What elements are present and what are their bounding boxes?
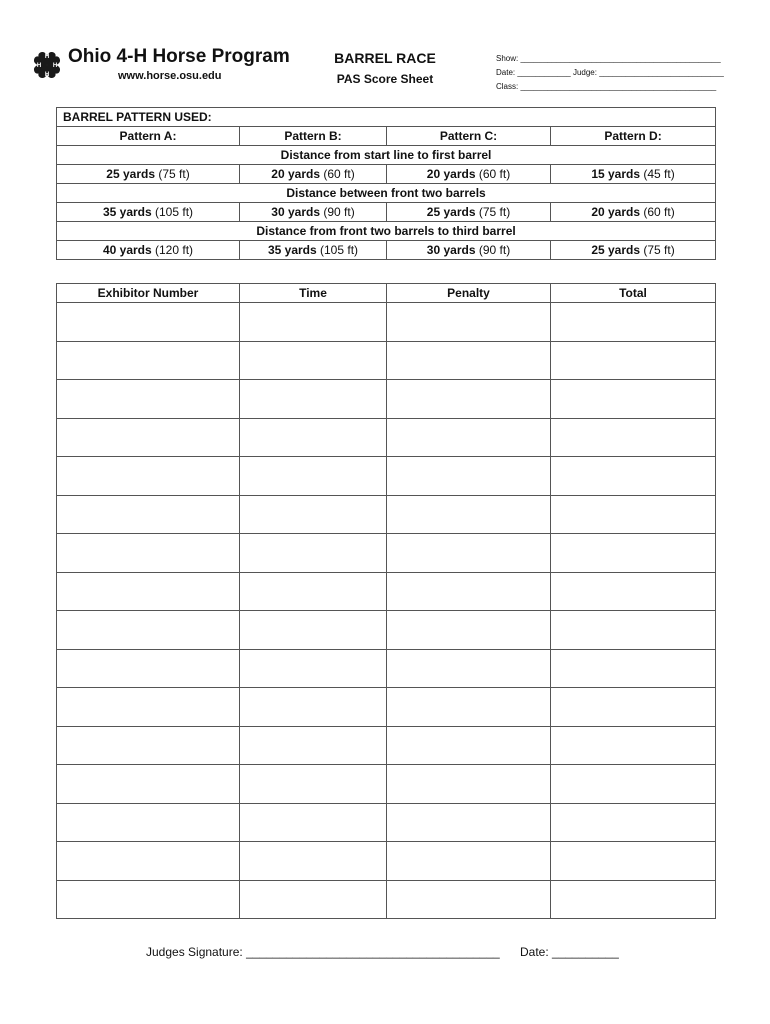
- total-cell: [551, 380, 716, 419]
- exhibitor-number-cell: [57, 341, 240, 380]
- distance-cell: [387, 241, 551, 260]
- distance-cell: [551, 241, 716, 260]
- pattern-used-label: BARREL PATTERN USED:: [57, 108, 716, 127]
- score-row: [57, 572, 716, 611]
- total-cell: [551, 842, 716, 881]
- exhibitor-number-cell: [57, 726, 240, 765]
- judges-signature-field: [146, 945, 500, 959]
- time-cell: [240, 534, 387, 573]
- penalty-cell: [387, 649, 551, 688]
- score-row: [57, 534, 716, 573]
- score-row: [57, 611, 716, 650]
- total-cell: [551, 303, 716, 342]
- class-field: Class: ____________________________________________: [496, 82, 717, 91]
- score-row: [57, 765, 716, 804]
- distance-cell: [240, 203, 387, 222]
- score-rows: [57, 303, 716, 919]
- feet-value: (60 ft): [323, 167, 355, 181]
- penalty-cell: [387, 765, 551, 804]
- svg-text:H: H: [44, 72, 50, 78]
- total-cell: [551, 457, 716, 496]
- exhibitor-number-cell: [57, 688, 240, 727]
- total-cell: [551, 688, 716, 727]
- distance-cell: [57, 241, 240, 260]
- distance-cell: [57, 165, 240, 184]
- score-row: [57, 418, 716, 457]
- exhibitor-number-cell: [57, 842, 240, 881]
- penalty-cell: [387, 341, 551, 380]
- organization-name: Ohio 4-H Horse Program: [68, 46, 290, 67]
- feet-value: (105 ft): [320, 243, 359, 257]
- total-cell: [551, 418, 716, 457]
- distance-cell: [240, 241, 387, 260]
- signature-date-label: Date:: [520, 945, 549, 959]
- time-cell: [240, 765, 387, 804]
- time-cell: [240, 803, 387, 842]
- score-row: [57, 688, 716, 727]
- signature-date-line: __________: [552, 945, 619, 959]
- time-cell: [240, 341, 387, 380]
- exhibitor-number-cell: [57, 534, 240, 573]
- barrel-pattern-table: [56, 107, 716, 260]
- show-field: Show: _____________________________________________: [496, 54, 721, 63]
- exhibitor-number-cell: [57, 380, 240, 419]
- svg-text:H: H: [36, 63, 42, 69]
- pattern-a-header: Pattern A:: [57, 127, 240, 146]
- total-cell: [551, 726, 716, 765]
- score-row: [57, 303, 716, 342]
- total-cell: [551, 803, 716, 842]
- four-leaf-clover-logo-icon: [30, 48, 64, 82]
- feet-value: (90 ft): [323, 205, 355, 219]
- feet-value: (45 ft): [643, 167, 675, 181]
- penalty-cell: [387, 303, 551, 342]
- exhibitor-number-cell: [57, 765, 240, 804]
- yards-value: 25 yards: [591, 243, 641, 257]
- yards-value: 20 yards: [591, 205, 641, 219]
- distance-cell: [240, 165, 387, 184]
- score-row: [57, 380, 716, 419]
- feet-value: (105 ft): [155, 205, 194, 219]
- yards-value: 30 yards: [271, 205, 320, 219]
- svg-text:H: H: [52, 63, 58, 69]
- score-table: [56, 283, 716, 919]
- score-row: [57, 803, 716, 842]
- time-header: Time: [240, 284, 387, 303]
- penalty-cell: [387, 688, 551, 727]
- time-cell: [240, 495, 387, 534]
- exhibitor-number-cell: [57, 649, 240, 688]
- penalty-cell: [387, 418, 551, 457]
- feet-value: (120 ft): [155, 243, 194, 257]
- distance-cell: [57, 203, 240, 222]
- distance-cell: [387, 203, 551, 222]
- yards-value: 25 yards: [426, 205, 476, 219]
- yards-value: 20 yards: [426, 167, 476, 181]
- total-cell: [551, 534, 716, 573]
- feet-value: (75 ft): [478, 205, 511, 219]
- total-cell: [551, 495, 716, 534]
- penalty-cell: [387, 803, 551, 842]
- svg-text:H: H: [44, 54, 50, 60]
- signature-date-field: [520, 945, 619, 959]
- total-cell: [551, 572, 716, 611]
- score-row: [57, 457, 716, 496]
- feet-value: (75 ft): [643, 243, 675, 257]
- exhibitor-number-cell: [57, 880, 240, 919]
- section-title: Distance from front two barrels to third barrel: [57, 222, 716, 241]
- judges-signature-label: Judges Signature:: [146, 945, 243, 959]
- time-cell: [240, 418, 387, 457]
- pattern-d-header: Pattern D:: [551, 127, 716, 146]
- exhibitor-number-cell: [57, 611, 240, 650]
- penalty-cell: [387, 880, 551, 919]
- document-subtitle: PAS Score Sheet: [336, 72, 434, 86]
- yards-value: 40 yards: [102, 243, 152, 257]
- total-cell: [551, 880, 716, 919]
- total-cell: [551, 341, 716, 380]
- time-cell: [240, 611, 387, 650]
- feet-value: (60 ft): [643, 205, 675, 219]
- judges-signature-line: ______________________________________: [246, 945, 500, 959]
- penalty-cell: [387, 457, 551, 496]
- time-cell: [240, 380, 387, 419]
- total-cell: [551, 611, 716, 650]
- yards-value: 30 yards: [426, 243, 476, 257]
- section-title: Distance from start line to first barrel: [57, 146, 716, 165]
- score-row: [57, 842, 716, 881]
- score-row: [57, 495, 716, 534]
- total-cell: [551, 649, 716, 688]
- penalty-cell: [387, 611, 551, 650]
- score-row: [57, 880, 716, 919]
- yards-value: 35 yards: [102, 205, 152, 219]
- penalty-cell: [387, 572, 551, 611]
- penalty-header: Penalty: [387, 284, 551, 303]
- score-row: [57, 341, 716, 380]
- yards-value: 15 yards: [591, 167, 641, 181]
- time-cell: [240, 726, 387, 765]
- feet-value: (60 ft): [478, 167, 511, 181]
- feet-value: (90 ft): [478, 243, 511, 257]
- exhibitor-number-cell: [57, 572, 240, 611]
- time-cell: [240, 880, 387, 919]
- time-cell: [240, 572, 387, 611]
- exhibitor-number-header: Exhibitor Number: [57, 284, 240, 303]
- feet-value: (75 ft): [158, 167, 190, 181]
- exhibitor-number-cell: [57, 803, 240, 842]
- exhibitor-number-cell: [57, 418, 240, 457]
- distance-cell: [551, 203, 716, 222]
- total-cell: [551, 765, 716, 804]
- distance-cell: [551, 165, 716, 184]
- yards-value: 25 yards: [106, 167, 155, 181]
- pattern-b-header: Pattern B:: [240, 127, 387, 146]
- total-header: Total: [551, 284, 716, 303]
- time-cell: [240, 649, 387, 688]
- time-cell: [240, 457, 387, 496]
- exhibitor-number-cell: [57, 495, 240, 534]
- penalty-cell: [387, 726, 551, 765]
- time-cell: [240, 688, 387, 727]
- penalty-cell: [387, 534, 551, 573]
- score-row: [57, 649, 716, 688]
- document-title: BARREL RACE: [334, 50, 436, 66]
- score-row: [57, 726, 716, 765]
- penalty-cell: [387, 842, 551, 881]
- exhibitor-number-cell: [57, 457, 240, 496]
- yards-value: 35 yards: [267, 243, 317, 257]
- penalty-cell: [387, 380, 551, 419]
- distance-cell: [387, 165, 551, 184]
- time-cell: [240, 842, 387, 881]
- organization-url: www.horse.osu.edu: [118, 70, 222, 82]
- time-cell: [240, 303, 387, 342]
- yards-value: 20 yards: [271, 167, 320, 181]
- section-title: Distance between front two barrels: [57, 184, 716, 203]
- penalty-cell: [387, 495, 551, 534]
- date-judge-field: Date: ____________ Judge: ____________________________: [496, 68, 724, 77]
- exhibitor-number-cell: [57, 303, 240, 342]
- pattern-c-header: Pattern C:: [387, 127, 551, 146]
